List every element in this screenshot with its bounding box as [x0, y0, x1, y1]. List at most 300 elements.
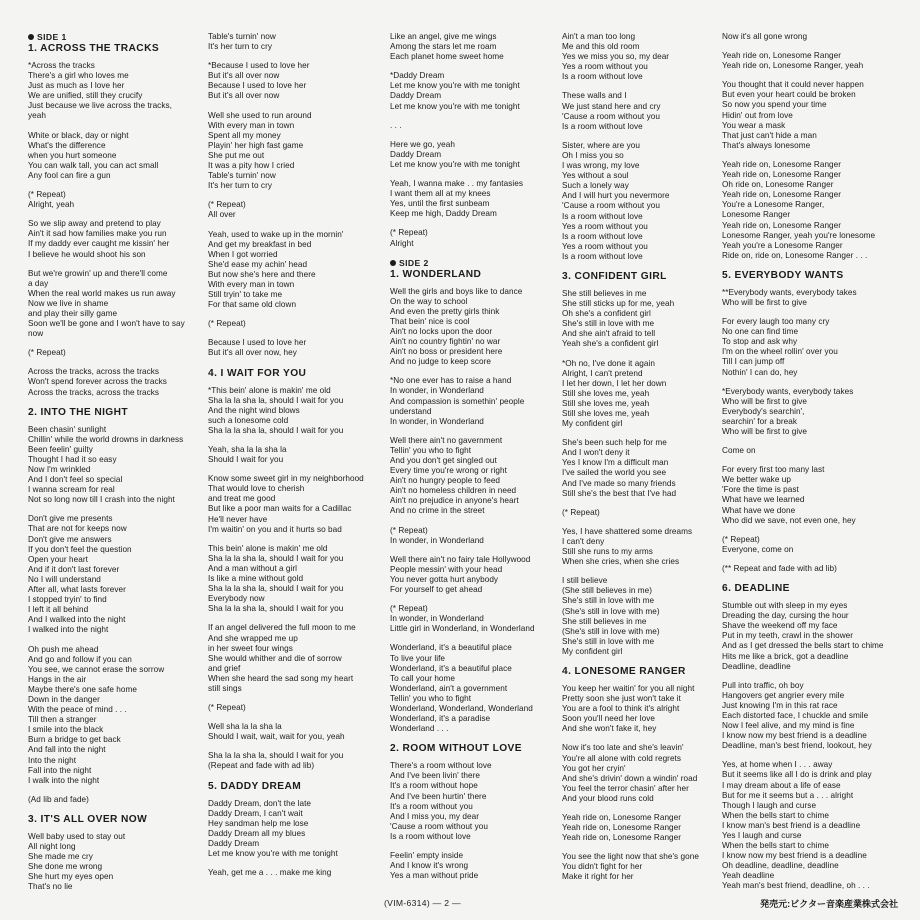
lyric-line: Yeah ride on, Lonesome Ranger — [722, 190, 842, 200]
lyric-line: There's a room without love — [390, 761, 492, 771]
lyric-line: now — [28, 329, 44, 339]
lyric-line: Dreading the day, cursing the hour — [722, 611, 849, 621]
lyric-line: Yes a room without you — [562, 62, 648, 72]
lyric-line: You didn't fight for her — [562, 862, 643, 872]
lyric-line: Oh she's a confident girl — [562, 309, 651, 319]
lyric-line: I still believe — [562, 576, 608, 586]
lyric-line: Is a room without love — [390, 831, 471, 841]
lyric-line: And fall into the night — [28, 745, 106, 755]
lyric-line: For yourself to get ahead — [390, 585, 483, 595]
verse — [722, 160, 914, 261]
lyric-line: Fall into the night — [28, 765, 92, 775]
lyric-line: Ain't no locks upon the door — [390, 326, 493, 336]
lyric-line: 'Fore the time is past — [722, 485, 799, 495]
lyric-line: Tellin' you who to fight — [390, 445, 472, 455]
lyric-line: Yeah ride on, Lonesome Ranger — [562, 823, 682, 833]
lyric-line: She's still in love with me — [562, 319, 655, 329]
lyric-line: Daddy Dream, don't the late — [208, 798, 312, 808]
lyric-line: Because I used to love her — [208, 81, 307, 91]
lyric-line: She's still in love with me — [562, 596, 655, 606]
lyric-line: Yeah ride on, Lonesome Ranger — [562, 813, 682, 822]
lyric-line: . . . — [390, 120, 402, 130]
song-title: 4. LONESOME RANGER — [562, 665, 686, 677]
verse — [562, 813, 722, 843]
lyric-line: Still she's the best that I've had — [562, 488, 677, 498]
verse — [208, 623, 380, 694]
verse — [390, 228, 558, 248]
lyric-line: Into the night — [28, 755, 77, 765]
lyric-line: Maybe there's one safe home — [28, 684, 137, 694]
side-2-label — [390, 258, 558, 268]
lyric-line: Yeah ride on, Lonesome Ranger, yeah — [722, 61, 864, 71]
lyrics-column-2 — [208, 32, 380, 898]
lyrics-column-1 — [28, 32, 200, 898]
verse — [28, 645, 200, 786]
lyric-line: I know man's best friend is a deadline — [722, 820, 861, 830]
lyric-line: Don't give me answers — [28, 534, 112, 544]
lyric-line: White or black, day or night — [28, 130, 129, 140]
lyric-line: (* Repeat) — [28, 190, 66, 200]
lyric-line: Sha la la sha la, should I wait for you — [208, 604, 344, 614]
lyric-line: Yeah you're a Lonesome Ranger — [722, 240, 843, 250]
verse — [28, 795, 200, 805]
verse — [208, 703, 380, 713]
lyric-line: Who will be first to give — [722, 297, 807, 307]
lyric-line: Table's turnin' now — [208, 171, 276, 181]
lyric-line: Yes, I have shattered some dreams — [562, 526, 693, 536]
lyric-line: And a man without a girl — [208, 563, 298, 573]
lyric-line: Still she runs to my arms — [562, 547, 653, 557]
lyric-line: Little girl in Wonderland, in Wonderland — [390, 624, 535, 634]
lyric-line: I left it all behind — [28, 605, 89, 615]
lyric-line: Well she used to run around — [208, 110, 312, 120]
lyric-line: Deadline, man's best friend, lookout, hey — [722, 741, 872, 751]
lyric-line: There's a girl who loves me — [28, 71, 129, 81]
lyric-line: Don't give me presents — [28, 514, 113, 524]
verse — [28, 190, 200, 210]
lyric-line: When she heard the sad song my heart — [208, 673, 354, 683]
verse — [562, 438, 722, 499]
lyric-line: *No one ever has to raise a hand — [390, 376, 512, 386]
lyric-line: Thought I had it so easy — [28, 454, 117, 464]
lyric-line: She would whither and die of sorrow — [208, 653, 342, 663]
lyric-line: Well sha la la sha la — [208, 722, 282, 732]
lyric-line: She still sticks up for me, yeah — [562, 299, 675, 309]
lyric-line: And even the pretty girls think — [390, 306, 500, 316]
lyric-line: So now you spend your time — [722, 100, 827, 110]
lyric-line: Tellin' you who to fight — [390, 693, 472, 703]
verse — [208, 799, 380, 860]
lyric-line: We just stand here and cry — [562, 101, 661, 111]
lyric-line: Open your heart — [28, 554, 88, 564]
verse — [208, 722, 380, 742]
song-title: 2. ROOM WITHOUT LOVE — [390, 743, 522, 755]
lyric-line: Daddy Dream — [390, 91, 442, 101]
lyric-line: Because I used to love her — [208, 338, 307, 348]
lyric-line: I let her down, I let her down — [562, 378, 667, 388]
verse — [722, 51, 914, 71]
verse — [208, 32, 380, 52]
lyric-line: Ain't no homeless children in need — [390, 486, 517, 496]
lyric-line: (She still believes in me) — [562, 586, 653, 596]
song — [562, 32, 722, 262]
bullet-icon — [28, 34, 34, 40]
lyric-line: and play their silly game — [28, 308, 118, 318]
verse — [390, 604, 558, 634]
lyric-line: Keep me high, Daddy Dream — [390, 209, 497, 219]
lyric-line: And I've been hurtin' there — [390, 791, 487, 801]
lyric-line: Table's turnin' now — [208, 32, 276, 41]
lyric-line: *Oh no, I've done it again — [562, 358, 655, 368]
lyric-line: In wonder, in Wonderland — [390, 614, 484, 624]
lyric-line: She done me wrong — [28, 862, 103, 872]
lyric-line: You never gotta hurt anybody — [390, 574, 499, 584]
lyric-line: (* Repeat) — [722, 534, 760, 544]
lyric-line: Alright — [390, 238, 414, 248]
lyric-line: She put me out — [208, 150, 265, 160]
lyric-line: Though I laugh and curse — [722, 800, 817, 810]
lyric-line: But now she's here and there — [208, 269, 316, 279]
lyric-line: Everyone, come on — [722, 544, 794, 554]
verse — [28, 367, 200, 397]
lyric-line: yeah — [28, 111, 46, 121]
lyric-line: And I've been livin' there — [390, 771, 480, 781]
lyric-line: Is like a mine without gold — [208, 574, 304, 584]
lyric-line: And I've made so many friends — [562, 478, 676, 488]
lyric-line: That are not for keeps now — [28, 524, 127, 534]
song — [722, 270, 914, 574]
verse — [562, 91, 722, 131]
lyric-line: and treat me good — [208, 494, 276, 504]
lyric-line: Sha la la sha la, should I wait for you — [208, 553, 344, 563]
lyrics-column-5 — [722, 32, 914, 898]
lyric-line: In wonder, in Wonderland — [390, 535, 484, 545]
verse — [562, 508, 722, 518]
lyric-line: And go and follow if you can — [28, 654, 132, 664]
lyric-line: Wonderland, ain't a government — [390, 683, 508, 693]
lyric-line: Still she loves me, yeah — [562, 398, 650, 408]
side-1-label — [28, 32, 200, 42]
lyric-line: Now I feel alive, and my mind is fine — [722, 721, 855, 731]
song-title: 1. ACROSS THE TRACKS — [28, 43, 160, 54]
lyric-line: For that same old clown — [208, 300, 297, 310]
lyric-line: (* Repeat) — [208, 703, 246, 713]
lyric-line: My confident girl — [562, 419, 623, 429]
lyric-line: You keep her waitin' for you all night — [562, 683, 695, 693]
lyric-line: To live your life — [390, 653, 445, 663]
lyric-line: With every man in town — [208, 120, 295, 130]
lyric-line: Stumble out with sleep in my eyes — [722, 601, 848, 611]
lyric-line: Shave the weekend off my face — [722, 621, 838, 631]
song — [28, 32, 200, 398]
lyric-line: But it's all over now — [208, 71, 280, 81]
lyric-line: Is a room without love — [562, 211, 643, 221]
lyric-line: Been feelin' guilty — [28, 444, 93, 454]
verse — [562, 576, 722, 657]
lyric-line: But like a poor man waits for a Cadillac — [208, 504, 352, 514]
song — [562, 666, 722, 883]
lyric-line: And as I get dressed the bells start to chime — [722, 641, 884, 651]
lyric-line: a day — [28, 278, 49, 288]
lyric-line: If an angel delivered the full moon to me — [208, 623, 356, 633]
verse — [722, 317, 914, 378]
lyric-line: You thought that it could never happen — [722, 80, 864, 90]
lyric-line: And I will hurt you nevermore — [562, 191, 670, 201]
lyric-line: 'Cause a room without you — [562, 201, 660, 211]
lyric-line: 'Cause a room without you — [390, 821, 488, 831]
lyric-line: Such a lonely way — [562, 181, 629, 191]
lyrics-column-4 — [562, 32, 722, 898]
lyric-line: You are a fool to think it's alright — [562, 704, 680, 714]
lyric-line: But even your heart could be broken — [722, 90, 856, 100]
lyric-line: Yes I laugh and curse — [722, 831, 802, 840]
lyric-line: That's no lie — [28, 882, 73, 892]
lyric-line: And I walked into the night — [28, 615, 126, 625]
lyric-line: Now I'm wrinkled — [28, 465, 91, 474]
lyric-line: *Across the tracks — [28, 61, 95, 70]
lyric-line: (* Repeat) — [208, 200, 246, 210]
lyric-line: When I got worried — [208, 249, 278, 259]
lyric-line: It's a room without hope — [390, 781, 478, 791]
lyric-line: Yes a room without you — [562, 241, 648, 251]
verse — [28, 514, 200, 635]
lyric-line: All over — [208, 210, 236, 220]
lyric-line: She'd ease my achin' head — [208, 259, 308, 269]
verse — [390, 851, 558, 881]
lyric-line: You can walk tall, you can act small — [28, 160, 159, 170]
lyric-line: And no crime in the street — [390, 506, 485, 516]
verse — [208, 544, 380, 615]
lyric-line: **Everybody wants, everybody takes — [722, 287, 857, 297]
verse — [28, 832, 200, 893]
lyric-line: Spent all my money — [208, 130, 281, 140]
lyric-line: Hangovers get angrier every mile — [722, 690, 845, 700]
lyric-line: Daddy Dream — [208, 838, 260, 848]
lyric-line: Each planet home sweet home — [390, 52, 504, 62]
lyric-line: Sha la la sha la, should I wait for you — [208, 395, 344, 405]
lyric-line: I may dream about a life of ease — [722, 780, 841, 790]
lyric-line: Lonesome Ranger — [722, 210, 791, 220]
lyric-line: Till then a stranger — [28, 715, 97, 725]
song — [28, 407, 200, 805]
lyric-line: For every first too many last — [722, 465, 825, 475]
lyric-line: Is a room without love — [562, 231, 643, 241]
verse — [562, 359, 722, 430]
verse — [562, 743, 722, 804]
lyric-line: That's always lonesome — [722, 140, 811, 150]
lyric-line: *Because I used to love her — [208, 61, 310, 71]
lyric-line: Who did we save, not even one, hey — [722, 515, 856, 525]
lyric-line: Still she loves me, yeah — [562, 388, 650, 398]
side-label-text: SIDE 2 — [399, 257, 429, 268]
lyric-line: And compassion is somethin' people — [390, 396, 525, 406]
verse — [208, 445, 380, 465]
lyric-line: Now it's too late and she's leavin' — [562, 743, 684, 753]
lyric-line: Daddy Dream — [390, 149, 442, 159]
verse — [390, 555, 558, 595]
lyric-line: Oh deadline, deadline, deadline — [722, 861, 839, 871]
lyric-line: Till I can jump off — [722, 357, 785, 367]
song-title: 5. DADDY DREAM — [208, 780, 302, 792]
lyric-line: And she ain't afraid to tell — [562, 329, 656, 339]
lyric-line: such a lonesome cold — [208, 415, 289, 425]
lyric-line: She's been such help for me — [562, 438, 667, 448]
lyric-line: After all, what lasts forever — [28, 585, 126, 595]
lyric-line: If my daddy ever caught me kissin' her — [28, 239, 170, 249]
lyric-line: And I won't deny it — [562, 448, 630, 458]
lyric-line: When the bells start to chime — [722, 841, 830, 851]
lyric-line: I'm on the wheel rollin' over you — [722, 347, 838, 357]
lyric-line: And she wrapped me up — [208, 633, 298, 643]
lyric-line: (** Repeat and fade with ad lib) — [722, 563, 837, 573]
lyric-line: Yes I know I'm a difficult man — [562, 458, 669, 468]
song — [722, 32, 914, 261]
lyric-line: Everybody now — [208, 594, 265, 604]
lyric-line: Yes, until the first sunbeam — [390, 199, 490, 209]
lyric-line: Yes, at home when I . . . away — [722, 760, 833, 770]
lyric-line: You're a Lonesome Ranger, — [722, 200, 825, 210]
lyric-line: Yeah, get me a . . . make me king — [208, 868, 332, 878]
lyric-line: He'll never have — [208, 514, 268, 524]
lyric-line: Each distorted face, I chuckle and smile — [722, 710, 869, 720]
lyric-line: Down in the danger — [28, 694, 100, 704]
lyric-line: Wonderland . . . — [390, 724, 449, 734]
lyric-line: So we slip away and pretend to play — [28, 219, 161, 229]
lyric-line: Well there ain't no fairy tale Hollywood — [390, 554, 531, 564]
lyric-line: That just can't hide a man — [722, 130, 817, 140]
song-title: 3. IT'S ALL OVER NOW — [28, 813, 148, 825]
verse — [722, 601, 914, 672]
lyric-line: Deadline, deadline — [722, 661, 791, 671]
lyric-line: Ain't it sad how families make you run — [28, 229, 167, 239]
lyric-line: She still believes in me — [562, 616, 647, 626]
lyric-line: Hidin' out from love — [722, 110, 793, 120]
lyric-line: Been chasin' sunlight — [28, 424, 107, 434]
lyric-line: Everybody's searchin', — [722, 406, 805, 416]
lyric-line: Yeah, sha la la sha la — [208, 445, 287, 454]
lyric-line: Still she loves me, yeah — [562, 409, 650, 418]
song — [208, 368, 380, 772]
lyric-line: Yeah ride on, Lonesome Ranger — [562, 833, 682, 843]
lyric-line: Oh push me ahead — [28, 644, 99, 654]
catalog-number: (VIM-6314) — 2 — — [384, 898, 461, 908]
lyric-line: Oh ride on, Lonesome Ranger — [722, 180, 834, 190]
lyric-line: I stopped tryin' to find — [28, 595, 107, 605]
lyric-line: She still believes in me — [562, 288, 647, 298]
verse — [208, 111, 380, 192]
lyric-line: You got her cryin' — [562, 763, 626, 773]
song — [208, 781, 380, 879]
lyric-line: Lonesome Ranger, yeah you're lonesome — [722, 230, 876, 240]
lyric-line: You see, we cannot erase the sorrow — [28, 664, 165, 674]
lyric-line: But it's all over now — [208, 91, 280, 101]
verse — [390, 376, 558, 426]
verse — [722, 760, 914, 891]
verse — [208, 868, 380, 878]
lyric-line: I believe he would shoot his son — [28, 249, 146, 259]
lyric-line: Let me know you're with me tonight — [208, 849, 338, 858]
lyric-line: Make it right for her — [562, 872, 634, 882]
lyric-line: when you hurt someone — [28, 150, 117, 160]
publisher-credit: 発売元:ビクター音楽産業株式会社 — [760, 899, 898, 909]
lyric-line: Let me know you're with me tonight — [390, 81, 520, 91]
lyric-line: Well the girls and boys like to dance — [390, 286, 523, 296]
verse — [722, 446, 914, 456]
lyric-line: I've sailed the world you see — [562, 468, 667, 478]
verse — [208, 386, 380, 436]
lyric-line: Ain't no prejudice in anyone's heart — [390, 496, 519, 506]
lyrics-column-3 — [390, 32, 558, 898]
lyric-line: *Daddy Dream — [390, 71, 445, 81]
lyric-line: Hangs in the air — [28, 674, 87, 684]
lyric-line: Like an angel, give me wings — [390, 32, 497, 41]
lyric-line: Here we go, yeah — [390, 139, 455, 149]
lyric-line: Now it's all gone wrong — [722, 32, 808, 41]
lyric-line: It's her turn to cry — [208, 42, 272, 52]
lyric-line: You see the light now that she's gone — [562, 852, 699, 862]
lyric-line: With every man in town — [208, 279, 295, 289]
lyric-line: I know now my best friend is a deadline — [722, 731, 867, 741]
lyric-line: Yeah she's a confident girl — [562, 339, 659, 349]
lyric-line: Sha la la sha la, should I wait for you — [208, 425, 344, 435]
lyric-line: When she cries, when she cries — [562, 557, 680, 567]
lyric-line: Soon we'll be gone and I won't have to say — [28, 319, 185, 329]
song-title: 1. WONDERLAND — [390, 268, 482, 280]
lyric-line: In wonder, in Wonderland — [390, 416, 484, 426]
verse — [722, 387, 914, 437]
lyric-line: *This bein' alone is makin' me old — [208, 385, 331, 395]
verse — [390, 761, 558, 842]
lyric-line: Daddy Dream, I can't wait — [208, 808, 303, 818]
lyric-line: Should I wait, wait, wait for you, yeah — [208, 732, 345, 742]
lyric-line: Yeah, used to wake up in the mornin' — [208, 229, 344, 239]
lyric-line: (She's still in love with me) — [562, 626, 660, 636]
lyric-line: What have we done — [722, 505, 796, 515]
verse — [28, 61, 200, 122]
lyric-line: And your blood runs cold — [562, 793, 654, 803]
song-title: 5. EVERYBODY WANTS — [722, 269, 844, 281]
lyric-line: And she's drivin' down a windin' road — [562, 773, 698, 783]
lyric-line: Every time you're wrong or right — [390, 466, 507, 476]
lyric-line: Now we live in shame — [28, 298, 109, 308]
lyric-line: Wonderland, it's a paradise — [390, 714, 491, 724]
lyric-line: That bein' nice is cool — [390, 316, 470, 326]
lyric-line: Sha la la sha la, should I wait for you — [208, 584, 344, 594]
lyric-line: She made me cry — [28, 852, 93, 862]
lyric-line: When the real world makes us run away — [28, 288, 176, 298]
verse — [722, 535, 914, 555]
lyric-line: Wonderland, it's a beautiful place — [390, 643, 512, 653]
lyric-line: (* Repeat) — [562, 507, 600, 517]
lyric-line: To stop and ask why — [722, 337, 798, 347]
verse — [208, 200, 380, 220]
verse — [390, 287, 558, 368]
lyric-line: and grief — [208, 663, 241, 673]
song — [208, 32, 380, 359]
side-label-text: SIDE 1 — [37, 32, 67, 42]
verse — [390, 140, 558, 170]
verse — [208, 61, 380, 101]
lyric-line: Is a room without love — [562, 251, 643, 261]
lyric-line: Soon you'll need her love — [562, 714, 655, 724]
lyric-line: Alright, I can't pretend — [562, 368, 643, 378]
lyric-line: She's still in love with me — [562, 636, 655, 646]
lyric-line: Yes we miss you so, my dear — [562, 52, 670, 62]
verse — [208, 230, 380, 311]
lyric-line: Oh I miss you so — [562, 150, 624, 160]
lyric-line: still sings — [208, 683, 242, 693]
lyric-line: Won't spend forever across the tracks — [28, 377, 167, 387]
